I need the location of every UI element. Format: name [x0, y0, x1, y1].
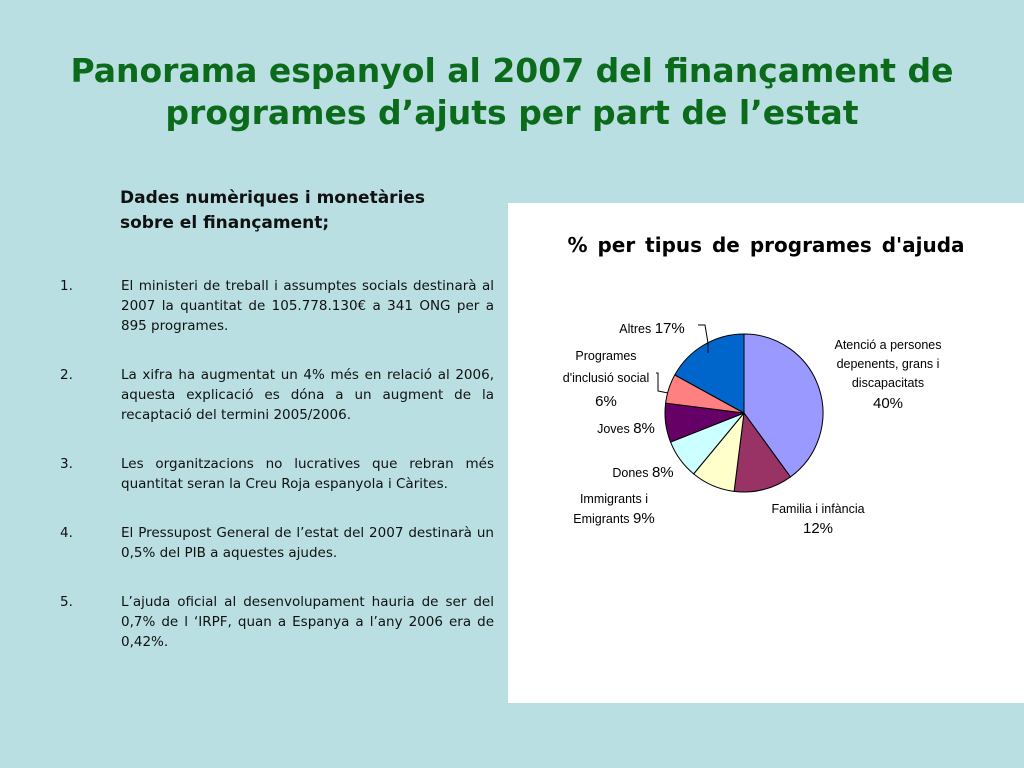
- list-item-number: 2.: [60, 367, 73, 383]
- numbered-list: [60, 276, 494, 681]
- slice-label: Dones 8%: [612, 464, 674, 481]
- chart-panel: [508, 203, 1024, 703]
- list-item-text: El ministeri de treball i assumptes socials destinarà al 2007 la quantitat de 105.778.130€ a 341 ONG per a 895 programes.: [121, 278, 494, 334]
- slice-label: Altres 17%: [619, 320, 685, 337]
- slide-title: [40, 50, 984, 134]
- chart-title: % per tipus de programes d'ajuda: [567, 233, 965, 257]
- slice-label: Familia i infància 12%: [771, 502, 865, 537]
- list-item-text: El Pressupost General de l’estat del 2007 destinarà un 0,5% del PIB a aquestes ajudes.: [121, 525, 494, 561]
- list-item: [60, 523, 494, 563]
- list-item-number: 3.: [60, 456, 73, 472]
- pie-chart: [508, 203, 1024, 703]
- slice-label: Joves 8%: [597, 420, 655, 437]
- list-item-number: 1.: [60, 278, 73, 294]
- list-item-text: Les organitzacions no lucratives que rebran més quantitat seran la Creu Roja espanyola i Càrites.: [121, 456, 494, 492]
- list-item-number: 5.: [60, 594, 73, 610]
- list-item-text: L’ajuda oficial al desenvolupament hauria de ser del 0,7% de l ‘IRPF, quan a Espanya a l’any 2006 era de 0,42%.: [121, 594, 494, 650]
- list-item: [60, 592, 494, 652]
- slice-label: Programes d'inclusió social 6%: [562, 349, 650, 410]
- slice-label: Atenció a persones depenents, grans i discapacitats 40%: [834, 338, 942, 412]
- leader-line: [656, 373, 668, 393]
- list-item-number: 4.: [60, 525, 73, 541]
- list-item: [60, 276, 494, 336]
- title-line-1: Panorama espanyol al 2007 del finançament de: [70, 51, 954, 90]
- section-subheading: [120, 186, 500, 236]
- slice-label: Immigrants i Emigrants 9%: [573, 492, 655, 527]
- subheading-line-1: Dades numèriques i monetàries: [120, 188, 426, 208]
- list-item: [60, 454, 494, 494]
- list-item-text: La xifra ha augmentat un 4% més en relació al 2006, aquesta explicació es dóna a un augment de la recaptació del termini 2005/2006.: [121, 367, 494, 423]
- subheading-line-2: sobre el finançament;: [120, 213, 330, 233]
- list-item: [60, 365, 494, 425]
- title-line-2: programes d’ajuts per part de l’estat: [165, 93, 859, 132]
